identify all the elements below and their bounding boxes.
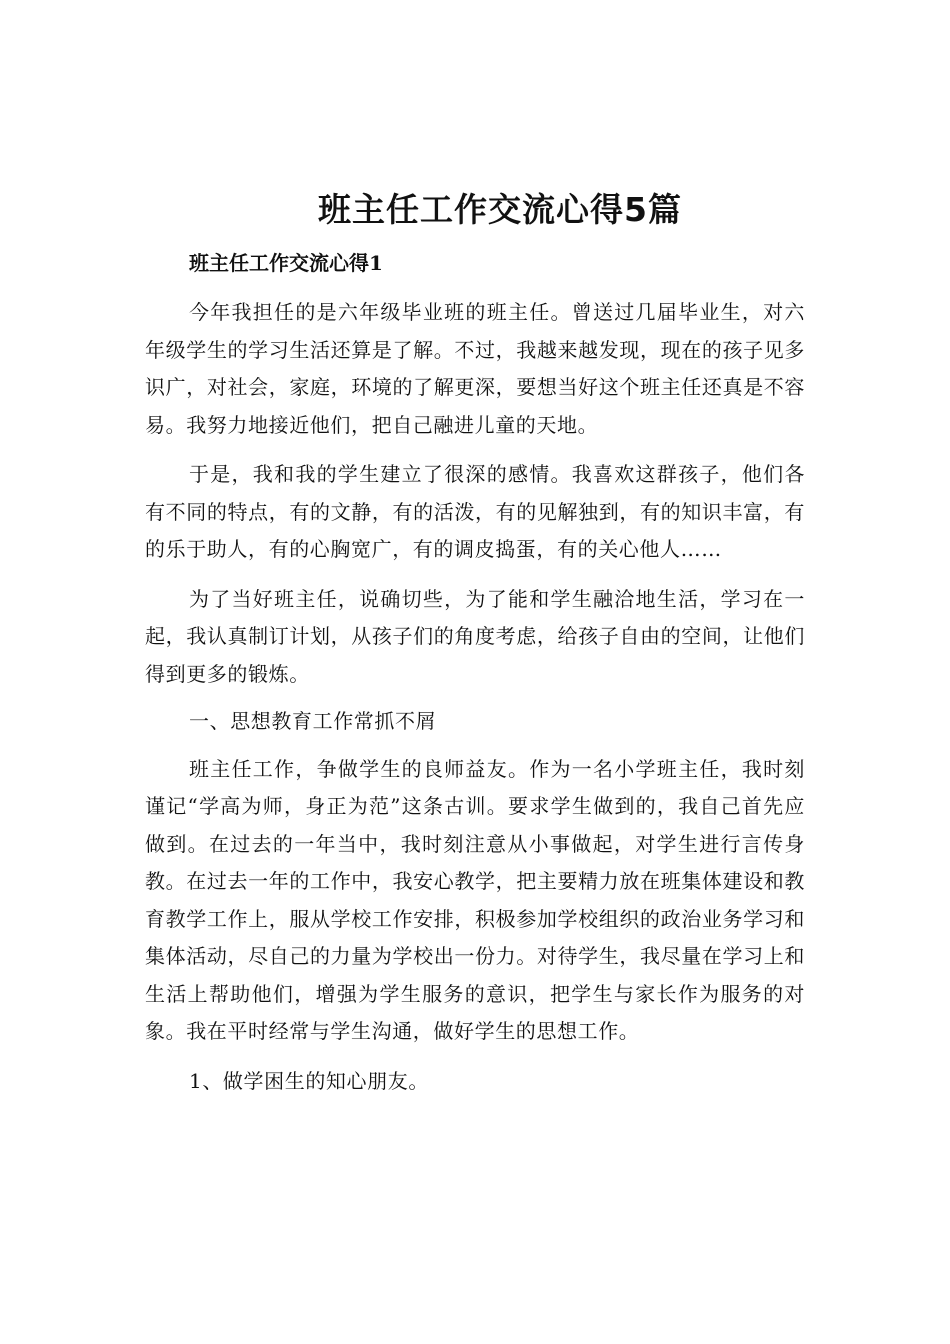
document-page (145, 180, 805, 1100)
paragraph-2: 于是，我和我的学生建立了很深的感情。我喜欢这群孩子，他们各有不同的特点，有的文静，有的活泼，有的见解独到，有的知识丰富，有的乐于助人，有的心胸宽广，有的调皮捣蛋，有的关心他人…… (145, 462, 805, 561)
paragraph-3: 为了当好班主任，说确切些，为了能和学生融洽地生活，学习在一起，我认真制订计划，从孩子们的角度考虑，给孩子自由的空间，让他们得到更多的锻炼。 (145, 586, 805, 686)
subheading-2: 1、做学困生的知心朋友。 (189, 1068, 429, 1093)
paragraph-1: 今年我担任的是六年级毕业班的班主任。曾送过几届毕业生，对六年级学生的学习生活还算是了解。不过，我越来越发现，现在的孩子见多识广，对社会，家庭，环境的了解更深，要想当好这个班主任还真是不容易。我努力地接近他们，把自己融进儿童的天地。 (145, 300, 805, 437)
paragraph-4: 班主任工作，争做学生的良师益友。作为一名小学班主任，我时刻谨记“学高为师，身正为范”这条古训。要求学生做到的，我自己首先应做到。在过去的一年当中，我时刻注意从小事做起，对学生进行言传身教。在过去一年的工作中，我安心教学，把主要精力放在班集体建设和教育教学工作上，服从学校工作安排，积极参加学校组织的政治业务学习和集体活动，尽自己的力量为学校出一份力。对待学生，我尽量在学习上和生活上帮助他们，增强为学生服务的意识，把学生与家长作为服务的对象。我在平时经常与学生沟通，做好学生的思想工作。 (145, 756, 805, 1043)
document-title: 班主任工作交流心得5篇 (318, 190, 682, 229)
section-heading: 班主任工作交流心得1 (189, 251, 383, 275)
subheading-1: 一、思想教育工作常抓不屑 (189, 709, 437, 733)
